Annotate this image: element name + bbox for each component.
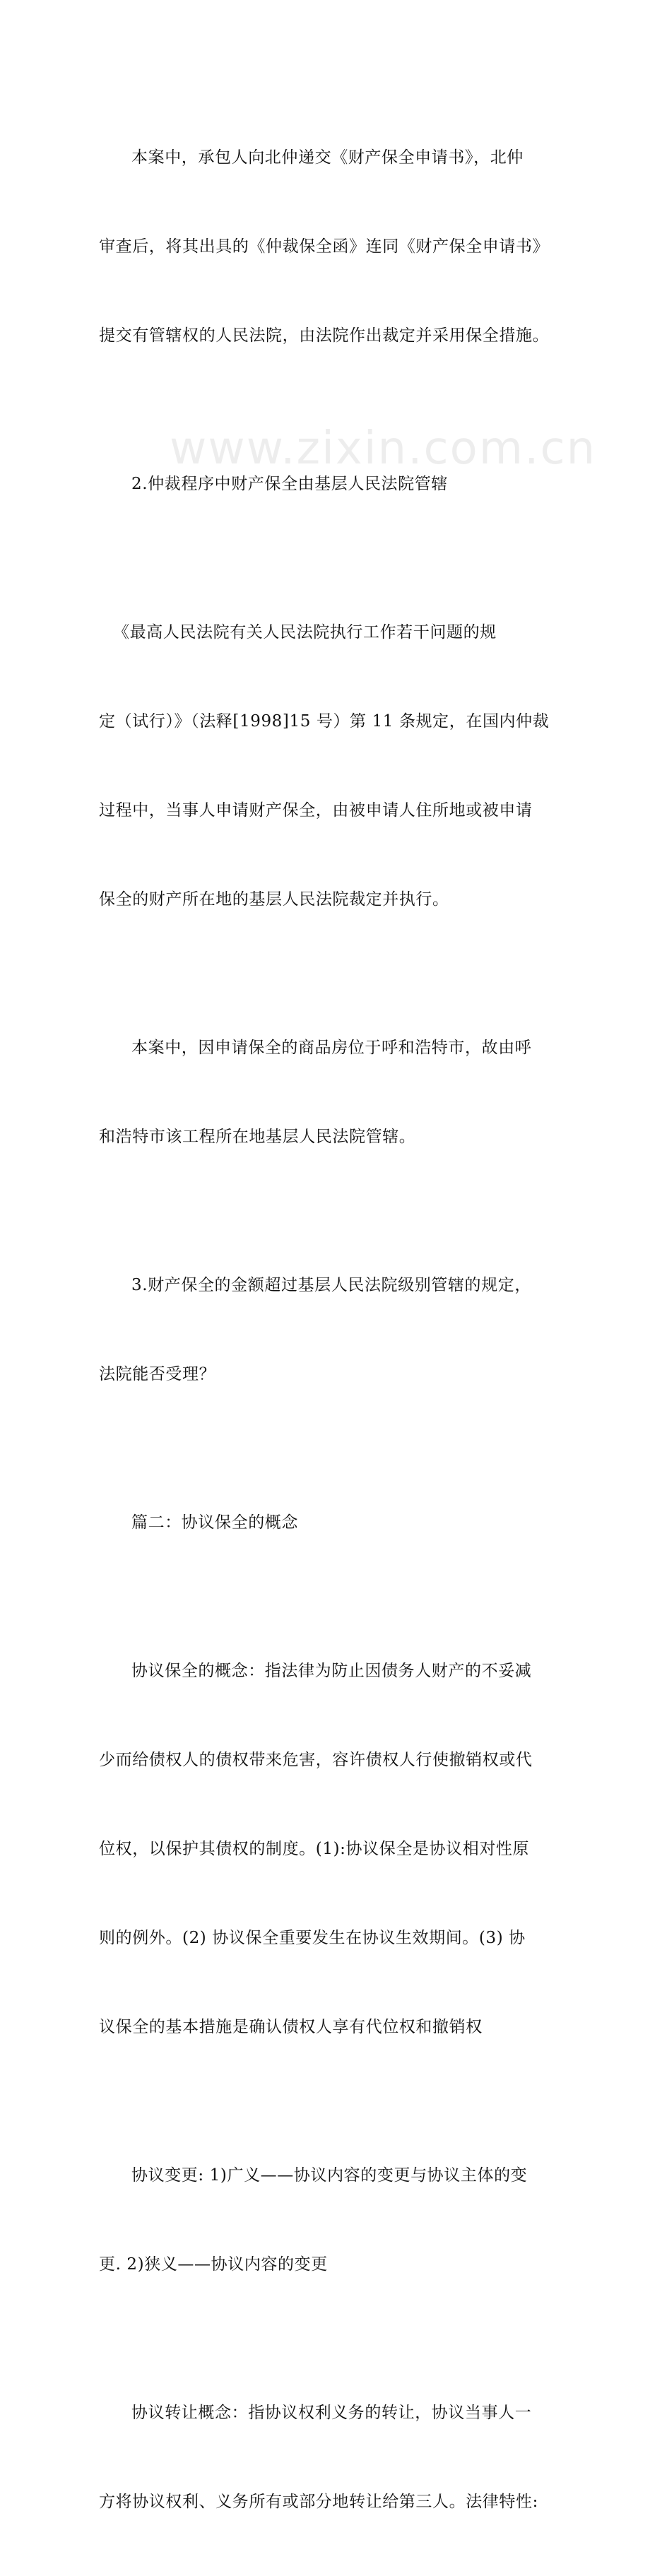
text-line: 审查后，将其出具的《仲裁保全函》连同《财产保全申请书》 <box>99 237 550 256</box>
paragraph-1 <box>99 83 558 410</box>
section-heading-2 <box>99 410 558 558</box>
paragraph-4 <box>99 1597 558 2101</box>
text-line: 议保全的基本措施是确认债权人享有代位权和撤销权 <box>99 2018 483 2036</box>
text-line: 《最高人民法院有关人民法院执行工作若干问题的规 <box>113 623 497 642</box>
text-line: 法院能否受理？ <box>99 1365 216 1383</box>
text-line: 协议转让概念：指协议权利义务的转让，协议当事人一 <box>131 2404 532 2422</box>
watermark: www.zixin.com.cn <box>170 423 597 475</box>
text-line: 3.财产保全的金额超过基层人民法院级别管辖的规定， <box>131 1276 531 1294</box>
chapter-heading <box>99 1448 558 1597</box>
paragraph-3 <box>99 974 558 1211</box>
text-line: 2.仲裁程序中财产保全由基层人民法院管辖 <box>131 475 448 493</box>
text-line: 则的例外。(2) 协议保全重要发生在协议生效期间。(3) 协 <box>99 1929 526 1947</box>
text-line: 过程中，当事人申请财产保全，由被申请人住所地或被申请 <box>99 801 533 820</box>
text-line: 方将协议权利、义务所有或部分地转让给第三人。法律特性: <box>99 2493 538 2511</box>
text-line: 位权，以保护其债权的制度。(1):协议保全是协议相对性原 <box>99 1840 530 1858</box>
document-body <box>99 83 558 2576</box>
text-line: 篇二：协议保全的概念 <box>131 1513 298 1532</box>
text-line: 保全的财产所在地的基层人民法院裁定并执行。 <box>99 890 449 909</box>
text-line: 和浩特市该工程所在地基层人民法院管辖。 <box>99 1128 416 1146</box>
text-line: 少而给债权人的债权带来危害，容许债权人行使撤销权或代 <box>99 1751 533 1769</box>
text-line: 定（试行）》（法释[1998]15 号）第 11 条规定，在国内仲裁 <box>99 712 550 731</box>
paragraph-2 <box>99 558 558 974</box>
text-line: 本案中，承包人向北仲递交《财产保全申请书》，北仲 <box>131 148 524 167</box>
text-line: 更. 2)狭义——协议内容的变更 <box>99 2255 328 2274</box>
paragraph-6 <box>99 2339 558 2576</box>
section-heading-3 <box>99 1211 558 1448</box>
text-line: 提交有管辖权的人民法院，由法院作出裁定并采用保全措施。 <box>99 326 550 345</box>
text-line: 协议保全的概念：指法律为防止因债务人财产的不妥减 <box>131 1662 532 1680</box>
text-line: 协议变更: 1)广义——协议内容的变更与协议主体的变 <box>131 2166 528 2185</box>
text-line: 本案中，因申请保全的商品房位于呼和浩特市，故由呼 <box>131 1039 532 1057</box>
paragraph-5 <box>99 2101 558 2339</box>
